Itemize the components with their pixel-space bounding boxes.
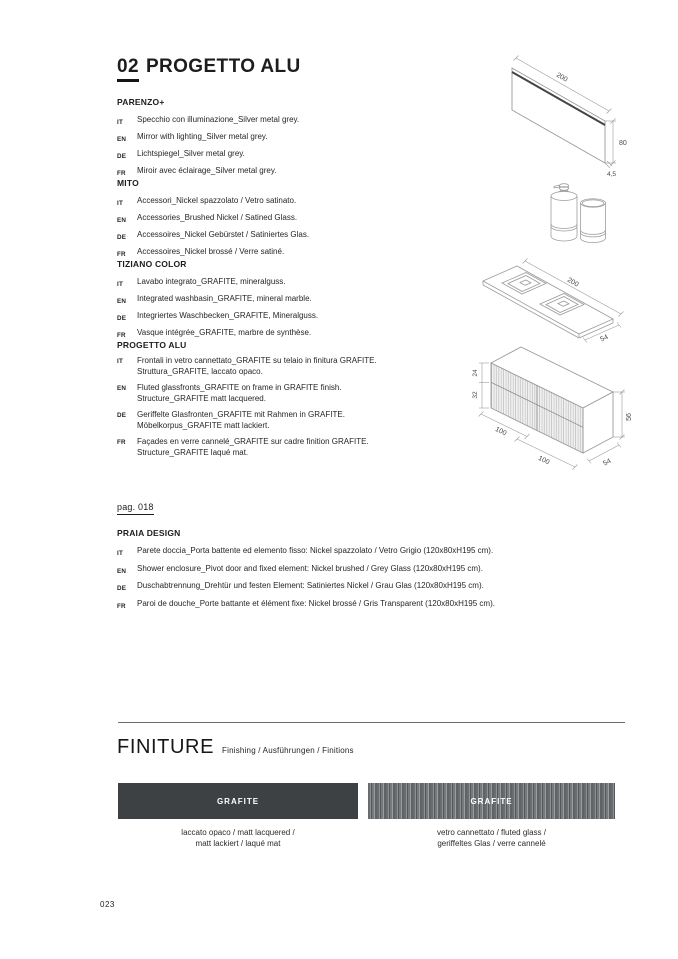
lang-code: FR [117,332,126,339]
dim-label-cab-depth: 54 [602,457,613,468]
spec-row [117,437,489,458]
lang-code: DE [117,585,127,593]
spec-text: Accessori_Nickel spazzolato / Vetro satinato. [137,196,297,205]
lang-code: FR [117,251,126,258]
finiture-title [117,736,354,759]
spec-text: Shower enclosure_Pivot door and fixed element: Nickel brushed / Grey Glass (120x80xH195 cm). [137,563,483,573]
spec-text: Geriffelte Glasfronten_GRAFITE mit Rahmen in GRAFITE. Möbelkorpus_GRAFITE matt lackiert. [137,410,345,430]
lang-code: EN [117,217,127,224]
page-reference: pag. 018 [117,502,154,515]
lang-code: IT [117,550,123,557]
spec-text: Vasque intégrée_GRAFITE, marbre de synthèse. [137,328,312,337]
finiture-title-text: FINITURE [117,736,215,758]
swatch-caption-fluted: vetro cannettato / fluted glass / geriffeltes Glas / verre cannelé [437,828,546,848]
spec-text: Lavabo integrato_GRAFITE, mineralguss. [137,277,286,286]
spec-row [117,544,557,562]
section-parenzo [117,97,489,181]
spec-row [117,309,489,326]
lang-code: EN [117,136,127,143]
lang-code: FR [117,602,126,610]
cabinet-drawing [455,333,655,481]
spec-row [117,410,489,431]
spec-row [117,275,489,292]
spec-text: Integriertes Waschbecken_GRAFITE, Mineralguss. [137,311,319,320]
spec-row [117,113,489,130]
section-heading: TIZIANO COLOR [117,259,187,269]
lang-code: FR [117,439,126,446]
spec-row [117,211,489,228]
spec-text: Accessoires_Nickel brossé / Verre satiné. [137,247,285,256]
swatch-grafite-fluted [368,783,615,819]
spec-text: Frontali in vetro cannettato_GRAFITE su telaio in finitura GRAFITE. Struttura_GRAFITE, laccato opaco. [137,356,377,376]
spec-text: Façades en verre cannelé_GRAFITE sur cadre finition GRAFITE. Structure_GRAFITE laqué mat. [137,437,369,457]
section-heading: PROGETTO ALU [117,340,187,350]
lang-code: DE [117,315,127,322]
section-progetto-alu [117,340,489,464]
spec-text: Accessories_Brushed Nickel / Satined Glass. [137,213,298,222]
section-tiziano-color [117,259,489,343]
dim-label-cab-32: 32 [472,391,479,399]
spec-text: Parete doccia_Porta battente ed elemento fisso: Nickel spazzolato / Vetro Grigio (120x80xH195 cm). [137,546,494,555]
spec-row [117,130,489,147]
swatch-label: GRAFITE [470,796,513,806]
swatch-label: GRAFITE [216,796,260,806]
spec-row [117,356,489,377]
lang-code: DE [117,412,127,419]
section-heading: PARENZO+ [117,97,165,107]
spec-row [117,292,489,309]
dim-label-mirror-height: 80 [619,140,627,147]
spec-row [117,597,557,615]
spec-text: Miroir avec éclairage_Silver metal grey. [137,166,277,175]
swatch-grafite-matt [118,783,358,819]
page-title-number: 02 [117,56,139,82]
spec-text: Paroi de douche_Porte battante et élément fixe: Nickel brossé / Gris Transparent (120x80xH195 cm). [137,598,495,608]
lang-code: IT [117,119,123,126]
lang-code: IT [117,200,123,207]
spec-text: Fluted glassfronts_GRAFITE on frame in GRAFITE finish. Structure_GRAFITE matt lacquered. [137,383,342,403]
spec-text: Integrated washbasin_GRAFITE, mineral marble. [137,294,312,303]
dim-label-cab-height: 56 [626,413,633,421]
spec-row [117,228,489,245]
divider-line [118,722,625,723]
section-heading: MITO [117,178,139,188]
spec-row [117,579,557,597]
accessories-drawing [540,178,635,250]
lang-code: EN [117,567,127,575]
lang-code: EN [117,298,127,305]
dim-label-cab-24: 24 [472,369,479,377]
spec-row [117,147,489,164]
dim-label-basin-length: 200 [565,276,580,289]
lang-code: DE [117,153,127,160]
section-heading: PRAIA DESIGN [117,528,181,538]
dim-label-cab-w2: 100 [536,454,551,467]
spec-text: Specchio con illuminazione_Silver metal grey. [137,115,300,124]
mirror-drawing [495,53,635,177]
lang-code: DE [117,234,127,241]
section-praia-design [117,497,557,614]
lang-code: IT [117,281,123,288]
dim-label-mirror-width: 200 [554,71,569,84]
lang-code: IT [117,358,123,365]
lang-code: EN [117,385,127,392]
spec-row [117,562,557,580]
spec-text: Lichtspiegel_Silver metal grey. [137,149,245,158]
swatch-caption-matt: laccato opaco / matt lacquered / matt lackiert / laqué mat [181,828,295,848]
spec-text: Mirror with lighting_Silver metal grey. [137,132,268,141]
spec-row [117,383,489,404]
spec-text: Accessoires_Nickel Gebürstet / Satiniertes Glas. [137,230,310,239]
dim-label-mirror-depth: 4,5 [607,171,617,177]
section-mito [117,178,489,262]
page-title [117,56,301,82]
page-number: 023 [100,900,115,909]
dim-label-basin-depth: 54 [599,333,610,344]
lang-code: FR [117,170,126,177]
spec-text: Duschabtrennung_Drehtür und festen Element: Satiniertes Nickel / Grau Glas (120x80xH195 cm). [137,581,484,591]
spec-row [117,194,489,211]
dim-label-cab-w1: 100 [493,425,508,438]
finiture-subtitle: Finishing / Ausführungen / Finitions [222,746,354,755]
page-title-text: PROGETTO ALU [145,56,301,77]
